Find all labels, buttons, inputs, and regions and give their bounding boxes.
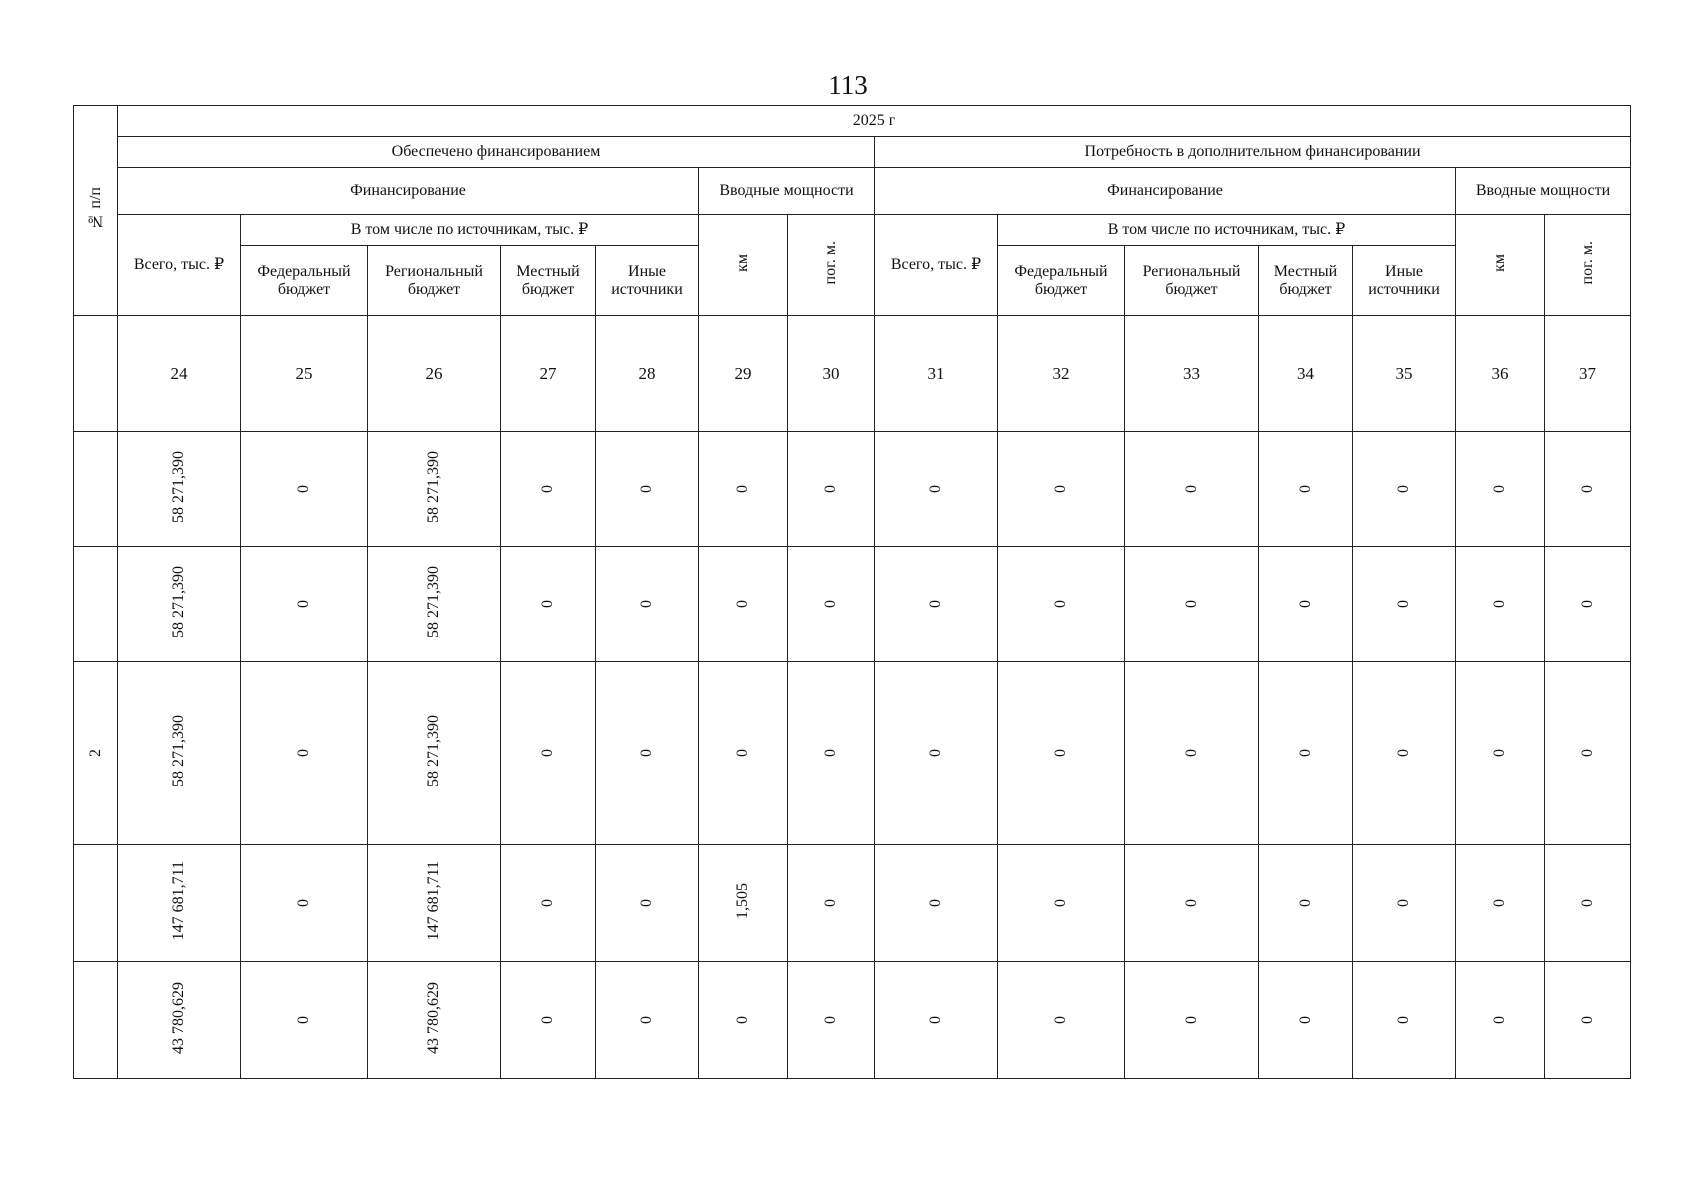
local-header: Местный бюджет bbox=[1259, 246, 1353, 316]
data-cell: 0 bbox=[1353, 547, 1456, 662]
column-number: 25 bbox=[241, 316, 368, 432]
row-number-cell: 2 bbox=[74, 662, 118, 845]
data-cell: 0 bbox=[1259, 432, 1353, 547]
column-number: 36 bbox=[1456, 316, 1545, 432]
year-header: 2025 г bbox=[118, 106, 1631, 137]
column-number: 28 bbox=[596, 316, 699, 432]
row-number-cell bbox=[74, 547, 118, 662]
capacity-header: Вводные мощности bbox=[1456, 168, 1631, 215]
row-number-cell bbox=[74, 845, 118, 962]
column-number: 37 bbox=[1545, 316, 1631, 432]
data-cell: 0 bbox=[1456, 662, 1545, 845]
data-cell: 0 bbox=[1456, 962, 1545, 1079]
data-cell: 0 bbox=[501, 432, 596, 547]
column-number: 30 bbox=[788, 316, 875, 432]
table-row bbox=[74, 432, 1631, 547]
row-number-cell bbox=[74, 432, 118, 547]
data-cell: 0 bbox=[1545, 547, 1631, 662]
data-cell: 0 bbox=[875, 547, 998, 662]
data-cell: 0 bbox=[596, 662, 699, 845]
data-cell: 58 271,390 bbox=[118, 662, 241, 845]
header-row-subgroups bbox=[74, 168, 1631, 215]
column-number: 29 bbox=[699, 316, 788, 432]
header-row-groups bbox=[74, 137, 1631, 168]
data-cell: 43 780,629 bbox=[118, 962, 241, 1079]
row-number-cell bbox=[74, 962, 118, 1079]
data-cell: 0 bbox=[699, 962, 788, 1079]
data-cell: 0 bbox=[1125, 662, 1259, 845]
column-number: 31 bbox=[875, 316, 998, 432]
financing-header: Финансирование bbox=[118, 168, 699, 215]
data-cell: 0 bbox=[699, 662, 788, 845]
data-cell: 0 bbox=[1259, 662, 1353, 845]
data-cell: 0 bbox=[501, 845, 596, 962]
data-cell: 0 bbox=[1259, 962, 1353, 1079]
data-cell: 0 bbox=[1545, 962, 1631, 1079]
data-cell: 0 bbox=[1125, 845, 1259, 962]
sources-header: В том числе по источникам, тыс. ₽ bbox=[998, 215, 1456, 246]
data-cell: 0 bbox=[699, 432, 788, 547]
data-cell: 0 bbox=[1545, 432, 1631, 547]
data-cell: 0 bbox=[241, 662, 368, 845]
data-cell: 0 bbox=[1353, 962, 1456, 1079]
rownum-header-cell: № п/п bbox=[74, 106, 118, 316]
federal-header: Федеральный бюджет bbox=[998, 246, 1125, 316]
data-cell: 0 bbox=[1125, 432, 1259, 547]
data-cell: 0 bbox=[1456, 432, 1545, 547]
data-cell: 0 bbox=[1456, 845, 1545, 962]
financing-table bbox=[73, 105, 1631, 1079]
column-number: 26 bbox=[368, 316, 501, 432]
data-cell: 0 bbox=[501, 662, 596, 845]
data-cell: 0 bbox=[875, 845, 998, 962]
data-cell: 147 681,711 bbox=[368, 845, 501, 962]
data-cell: 0 bbox=[501, 962, 596, 1079]
data-cell: 147 681,711 bbox=[118, 845, 241, 962]
data-cell: 0 bbox=[1125, 962, 1259, 1079]
data-cell: 58 271,390 bbox=[368, 432, 501, 547]
data-cell: 58 271,390 bbox=[118, 547, 241, 662]
data-cell: 58 271,390 bbox=[368, 662, 501, 845]
data-cell: 0 bbox=[596, 547, 699, 662]
data-cell: 0 bbox=[241, 432, 368, 547]
header-row-sources bbox=[74, 215, 1631, 246]
data-cell: 0 bbox=[241, 962, 368, 1079]
column-number: 32 bbox=[998, 316, 1125, 432]
federal-header: Федеральный бюджет bbox=[241, 246, 368, 316]
table-row bbox=[74, 547, 1631, 662]
data-cell: 0 bbox=[788, 432, 875, 547]
data-cell: 0 bbox=[596, 845, 699, 962]
data-cell: 0 bbox=[699, 547, 788, 662]
need-header: Потребность в дополнительном финансировании bbox=[875, 137, 1631, 168]
data-cell: 0 bbox=[1545, 662, 1631, 845]
data-cell: 0 bbox=[1125, 547, 1259, 662]
column-number bbox=[74, 316, 118, 432]
column-number: 35 bbox=[1353, 316, 1456, 432]
data-cell: 0 bbox=[1353, 432, 1456, 547]
data-cell: 0 bbox=[788, 962, 875, 1079]
data-cell: 0 bbox=[998, 962, 1125, 1079]
column-numbers-row bbox=[74, 316, 1631, 432]
table-body bbox=[74, 432, 1631, 1079]
data-cell: 0 bbox=[998, 547, 1125, 662]
regional-header: Региональный бюджет bbox=[1125, 246, 1259, 316]
data-cell: 0 bbox=[788, 547, 875, 662]
data-cell: 58 271,390 bbox=[368, 547, 501, 662]
data-cell: 0 bbox=[788, 845, 875, 962]
local-header: Местный бюджет bbox=[501, 246, 596, 316]
data-cell: 0 bbox=[1545, 845, 1631, 962]
sources-header: В том числе по источникам, тыс. ₽ bbox=[241, 215, 699, 246]
financing-header: Финансирование bbox=[875, 168, 1456, 215]
km-header: км bbox=[1456, 215, 1545, 316]
data-cell: 0 bbox=[1353, 845, 1456, 962]
capacity-header: Вводные мощности bbox=[699, 168, 875, 215]
data-cell: 0 bbox=[998, 662, 1125, 845]
km-header: км bbox=[699, 215, 788, 316]
secured-header: Обеспечено финансированием bbox=[118, 137, 875, 168]
data-cell: 58 271,390 bbox=[118, 432, 241, 547]
pog-m-header: пог. м. bbox=[1545, 215, 1631, 316]
table-row bbox=[74, 962, 1631, 1079]
data-cell: 0 bbox=[596, 962, 699, 1079]
data-cell: 0 bbox=[875, 662, 998, 845]
data-cell: 0 bbox=[241, 845, 368, 962]
header-row-year bbox=[74, 106, 1631, 137]
column-number: 33 bbox=[1125, 316, 1259, 432]
column-number: 24 bbox=[118, 316, 241, 432]
table-row bbox=[74, 662, 1631, 845]
regional-header: Региональный бюджет bbox=[368, 246, 501, 316]
data-cell: 0 bbox=[998, 432, 1125, 547]
column-number: 34 bbox=[1259, 316, 1353, 432]
data-cell: 1,505 bbox=[699, 845, 788, 962]
data-cell: 0 bbox=[1456, 547, 1545, 662]
data-cell: 43 780,629 bbox=[368, 962, 501, 1079]
data-cell: 0 bbox=[1259, 547, 1353, 662]
data-cell: 0 bbox=[875, 962, 998, 1079]
data-cell: 0 bbox=[241, 547, 368, 662]
other-header: Иные источники bbox=[1353, 246, 1456, 316]
other-header: Иные источники bbox=[596, 246, 699, 316]
data-cell: 0 bbox=[788, 662, 875, 845]
data-cell: 0 bbox=[1353, 662, 1456, 845]
pog-m-header: пог. м. bbox=[788, 215, 875, 316]
data-cell: 0 bbox=[998, 845, 1125, 962]
data-cell: 0 bbox=[1259, 845, 1353, 962]
total-header: Всего, тыс. ₽ bbox=[118, 215, 241, 316]
data-cell: 0 bbox=[596, 432, 699, 547]
data-cell: 0 bbox=[875, 432, 998, 547]
total-header: Всего, тыс. ₽ bbox=[875, 215, 998, 316]
table-row bbox=[74, 845, 1631, 962]
data-cell: 0 bbox=[501, 547, 596, 662]
column-number: 27 bbox=[501, 316, 596, 432]
page-number: 113 bbox=[828, 70, 868, 100]
